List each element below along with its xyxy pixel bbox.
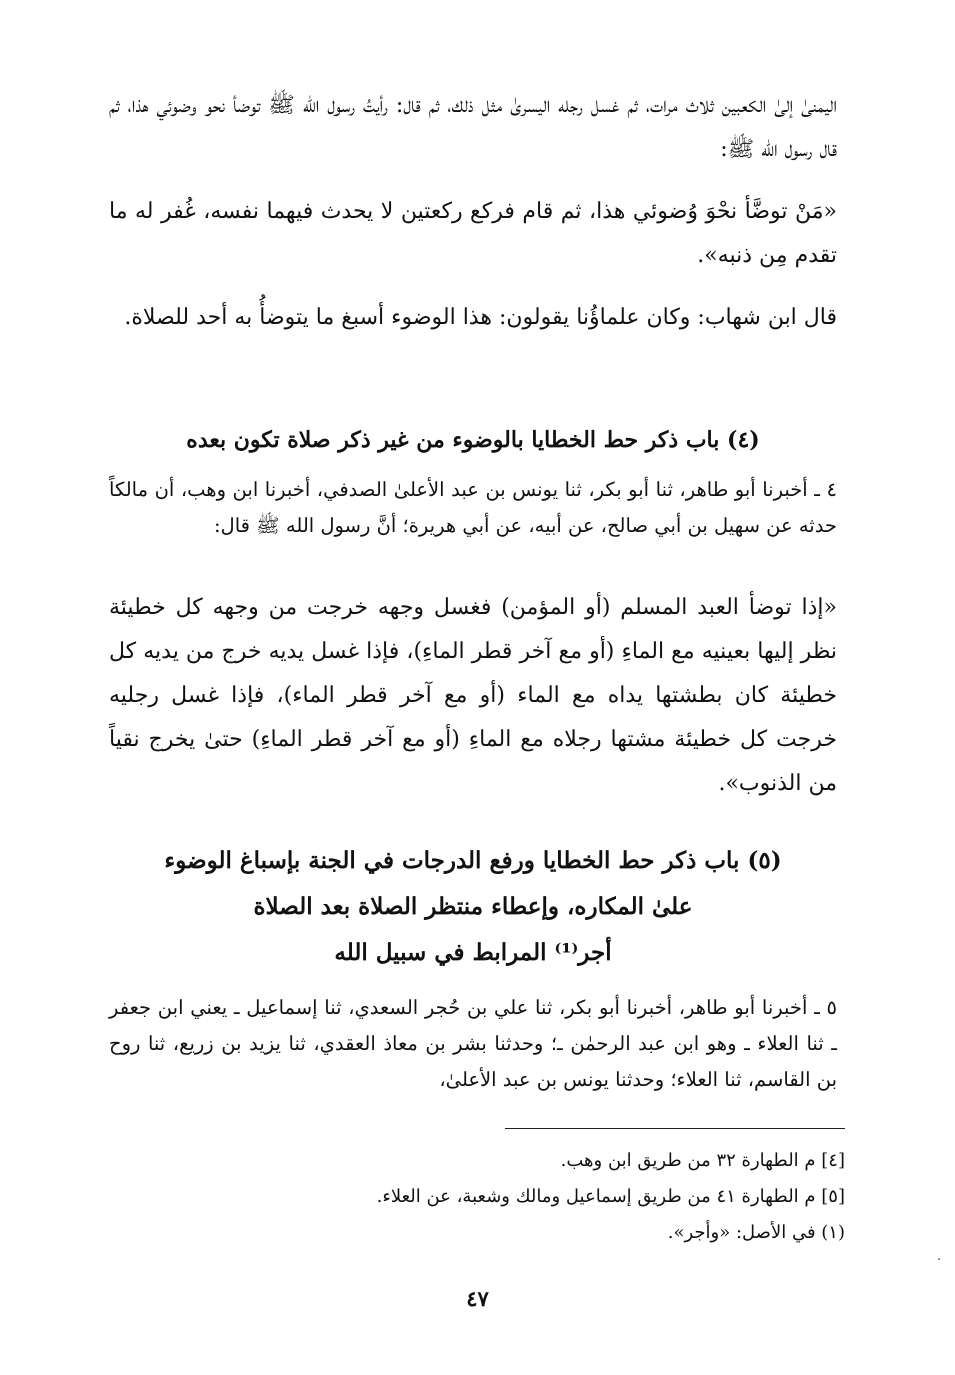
footnote-separator bbox=[505, 1128, 845, 1129]
isnad-4: ٤ ـ أخبرنا أبو طاهر، ثنا أبو بكر، ثنا يونس بن عبد الأعلىٰ الصدفي، أخبرنا ابن وهب، أن مالكاً حدثه عن سهيل بن أبي صالح، عن أبيه، عن أبي هريرة؛ أنَّ رسول الله ﷺ قال: bbox=[109, 478, 837, 537]
footnote-1: (١) في الأصل: «وأجر». bbox=[667, 1222, 845, 1243]
footnote-5: [٥] م الطهارة ٤١ من طريق إسماعيل ومالك وشعبة، عن العلاء. bbox=[376, 1186, 845, 1207]
hadith-quote-4: «إذا توضأ العبد المسلم (أو المؤمن) فغسل وجهه خرجت من وجهه كل خطيئة نظر إليها بعينيه مع الماءِ (أو مع آخر قطر الماءِ)، فإذا غسل يديه خرج من يديه كل خطيئة كان بطشتها يداه مع الماء (أو مع آخر قطر الماء)، فإذا غسل رجليه خرجت كل خطيئة مشتها رجلاه مع الماءِ (أو مع آخر قطر الماءِ) حتىٰ يخرج نقياً من الذنوب». bbox=[109, 595, 837, 796]
ibn-shihab-note: قال ابن شهاب: وكان علماؤُنا يقولون: هذا الوضوء أسبغ ما يتوضأُ به أحد للصلاة. bbox=[124, 305, 837, 330]
chapter-heading-5-line-1: (٥) باب ذكر حط الخطايا ورفع الدرجات في الجنة بإسباغ الوضوء bbox=[164, 847, 782, 874]
isnad-5: ٥ ـ أخبرنا أبو طاهر، أخبرنا أبو بكر، ثنا علي بن حُجر السعدي، ثنا إسماعيل ـ يعني ابن جعفر ـ ثنا العلاء ـ وهو ابن عبد الرحمٰن ـ؛ وحدثنا بشر بن معاذ العقدي، ثنا يزيد بن زريع، ثنا روح بن القاسم، ثنا العلاء؛ وحدثنا يونس بن عبد الأعلىٰ، bbox=[109, 996, 837, 1091]
paragraph-continuation: اليمنىٰ إلىٰ الكعبين ثلاث مرات، ثم غسل رجله اليسرىٰ مثل ذلك، ثم قال: رأيتُ رسول الله ﷺ توضأ نحو وضوئي هذا، ثم قال رسول الله ﷺ: bbox=[109, 93, 837, 162]
footnote-4: [٤] م الطهارة ٣٢ من طريق ابن وهب. bbox=[560, 1150, 845, 1171]
chapter-heading-5-line-3: أجر⁽¹⁾ المرابط في سبيل الله bbox=[334, 939, 612, 966]
scan-speck bbox=[938, 1258, 940, 1260]
chapter-heading-4: (٤) باب ذكر حط الخطايا بالوضوء من غير ذكر صلاة تكون بعده bbox=[186, 427, 760, 453]
page-number: ٤٧ bbox=[466, 1286, 489, 1311]
hadith-quote-1: «مَنْ توضَّأ نحْوَ وُضوئي هذا، ثم قام فركع ركعتين لا يحدث فيهما نفسه، غُفر له ما تقدم مِن ذنبه». bbox=[109, 199, 837, 268]
chapter-heading-5-line-2: علىٰ المكاره، وإعطاء منتظر الصلاة بعد الصلاة bbox=[253, 893, 693, 920]
